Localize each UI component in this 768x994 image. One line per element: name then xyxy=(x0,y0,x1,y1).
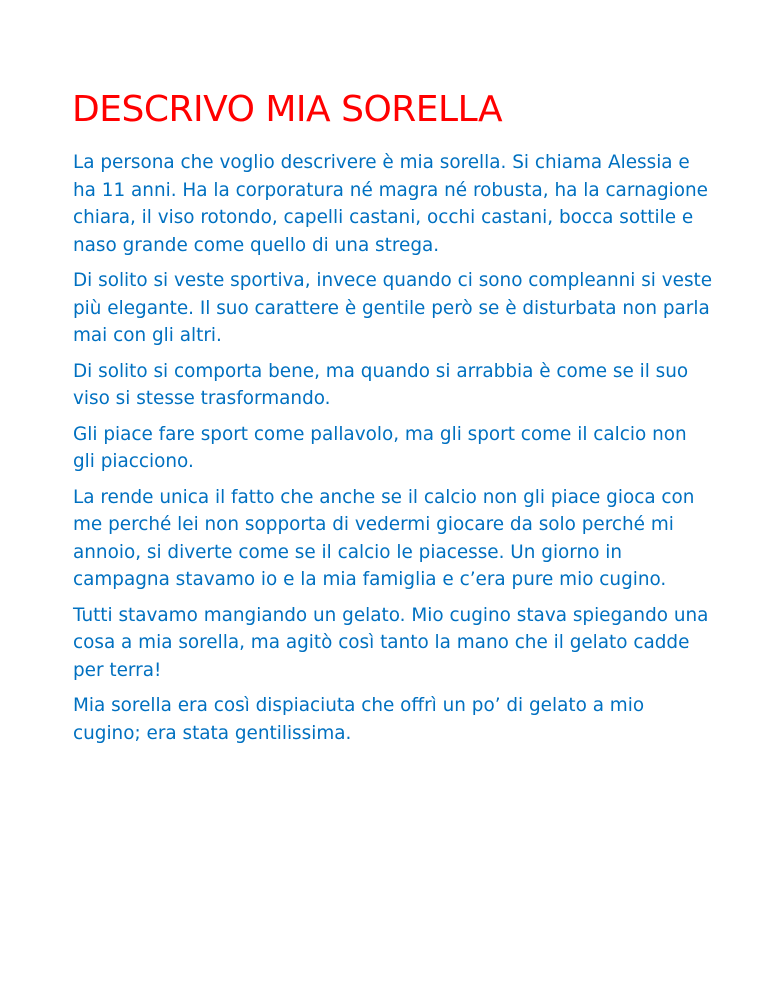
paragraph: La rende unica il fatto che anche se il calcio non gli piace gioca con me perché lei non sopporta di vedermi giocare da solo perché mi annoio, si diverte come se il calcio le piacesse. Un giorno in campagna stavamo io e la mia famiglia e c’era pure mio cugino. xyxy=(73,486,695,590)
document-body xyxy=(73,149,713,755)
document-title: DESCRIVO MIA SORELLA xyxy=(72,89,503,130)
paragraph: Tutti stavamo mangiando un gelato. Mio cugino stava spiegando una cosa a mia sorella, ma agitò così tanto la mano che il gelato cadde per terra! xyxy=(73,604,709,681)
paragraph: Di solito si comporta bene, ma quando si arrabbia è come se il suo viso si stesse trasformando. xyxy=(73,360,689,409)
paragraph: Di solito si veste sportiva, invece quando ci sono compleanni si veste più elegante. Il suo carattere è gentile però se è disturbata non parla mai con gli altri. xyxy=(73,270,713,346)
paragraph: La persona che voglio descrivere è mia sorella. Si chiama Alessia e ha 11 anni. Ha la corporatura né magra né robusta, ha la carnagione chiara, il viso rotondo, capelli castani, occhi castani, bocca sottile e naso grande come quello di una strega. xyxy=(73,152,708,256)
paragraph: Gli piace fare sport come pallavolo, ma gli sport come il calcio non gli piacciono. xyxy=(73,423,687,472)
paragraph: Mia sorella era così dispiaciuta che offrì un po’ di gelato a mio cugino; era stata gentilissima. xyxy=(73,695,645,744)
